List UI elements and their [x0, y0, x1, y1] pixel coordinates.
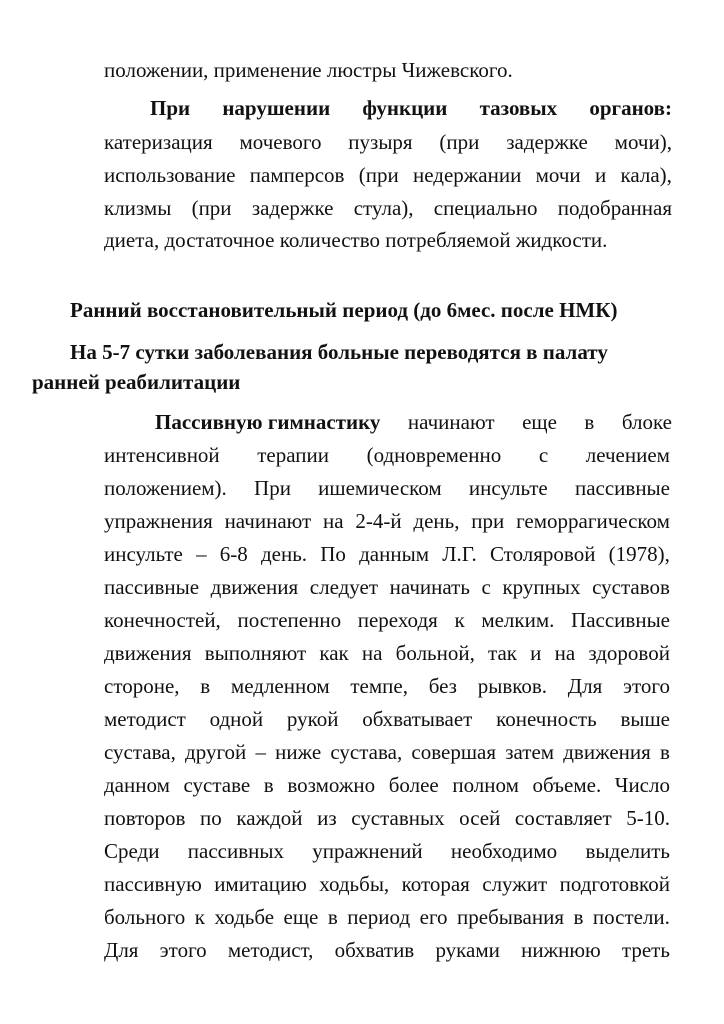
word: (при — [191, 196, 232, 220]
word: как — [319, 641, 349, 665]
word: ходьбы, — [319, 872, 390, 896]
word: его — [419, 905, 448, 929]
word: пассивных — [187, 839, 284, 863]
word: Л.Г. — [442, 542, 477, 566]
word: начинают — [407, 410, 495, 434]
word: конечностей, — [104, 608, 221, 632]
paragraph-line — [104, 478, 670, 499]
word: имитацию — [214, 872, 307, 896]
word: при — [471, 509, 505, 533]
word: объеме. — [532, 773, 602, 797]
word: методист — [104, 707, 186, 731]
word: так — [488, 641, 517, 665]
word: совершая — [411, 740, 496, 764]
subheading-line — [32, 372, 240, 393]
word: инсульте — [468, 476, 548, 500]
word: служит — [482, 872, 548, 896]
word: пузыря — [348, 130, 413, 154]
word: с — [538, 443, 549, 467]
word: треть — [621, 938, 670, 962]
word: нижнюю — [521, 938, 601, 962]
word: на — [361, 641, 383, 665]
paragraph-line — [104, 544, 670, 565]
word: одной — [209, 707, 264, 731]
word: (при — [439, 130, 480, 154]
subheading-line — [70, 342, 608, 363]
paragraph-line — [104, 676, 670, 697]
heading-text: Ранний восстановительный период (до 6мес. после НМК) — [70, 298, 618, 322]
word: больного — [104, 905, 186, 929]
word: движения — [210, 575, 299, 599]
word: ходьбе — [214, 905, 275, 929]
word: руками — [435, 938, 500, 962]
word: пассивные — [104, 575, 200, 599]
paragraph-line — [104, 165, 672, 186]
word: суставных — [351, 806, 445, 830]
word: обхватывает — [362, 707, 473, 731]
word: блоке — [621, 410, 672, 434]
word: рывков. — [477, 674, 548, 698]
word: которая — [401, 872, 470, 896]
paragraph-line — [104, 709, 670, 730]
word: клизмы — [104, 196, 172, 220]
word: повторов — [104, 806, 186, 830]
word: еще — [283, 905, 319, 929]
bold-term: Пассивную гимнастику — [155, 410, 381, 434]
word: еще — [522, 410, 557, 434]
word: на — [323, 509, 344, 533]
word: суставов — [592, 575, 670, 599]
paragraph-line — [104, 60, 513, 81]
word: начинать — [389, 575, 470, 599]
text: диета, достаточное количество потребляемой жидкости. — [104, 228, 608, 252]
word: ниже — [275, 740, 322, 764]
word: методист, — [227, 938, 314, 962]
paragraph-line — [104, 940, 670, 961]
paragraph-line — [104, 445, 670, 466]
word: мочевого — [239, 130, 322, 154]
word: к — [194, 905, 205, 929]
word: мелким. — [481, 608, 555, 632]
word: ишемическом — [318, 476, 442, 500]
word: упражнений — [312, 839, 423, 863]
word: более — [388, 773, 439, 797]
word: постели. — [592, 905, 670, 929]
word: сустава, — [330, 740, 403, 764]
word: выделить — [585, 839, 670, 863]
word: рукой — [286, 707, 339, 731]
paragraph-line — [155, 412, 672, 433]
word: без — [428, 674, 457, 698]
word: задержке — [506, 130, 588, 154]
word: постепенно — [237, 608, 342, 632]
word: стороне, — [104, 674, 180, 698]
word: движения — [104, 641, 192, 665]
paragraph-line — [104, 874, 670, 895]
word: стула), — [353, 196, 414, 220]
word: (одновременно — [366, 443, 502, 467]
paragraph-line — [104, 742, 670, 763]
word: мочи), — [614, 130, 672, 154]
word: – — [196, 542, 207, 566]
word: движения — [563, 740, 651, 764]
paragraph-line — [104, 230, 607, 251]
word: 2-4-й — [355, 509, 402, 533]
word: необходимо — [450, 839, 558, 863]
word: день. — [260, 542, 308, 566]
word: затем — [505, 740, 555, 764]
word: положением). — [104, 476, 227, 500]
word: данным — [359, 542, 430, 566]
word: медленном — [230, 674, 330, 698]
paragraph-line — [104, 132, 672, 153]
word: 5-10. — [626, 806, 670, 830]
word: в — [263, 773, 274, 797]
section-heading — [70, 300, 617, 321]
word: При — [254, 476, 291, 500]
word: Для — [104, 938, 139, 962]
word: сустава, — [104, 740, 176, 764]
word: следует — [309, 575, 379, 599]
word: конечность — [496, 707, 597, 731]
word: памперсов — [249, 163, 345, 187]
word: больной, — [395, 641, 475, 665]
paragraph-heading-line — [150, 98, 672, 119]
word: данном — [104, 773, 170, 797]
word: полном — [452, 773, 519, 797]
word: выполняют — [204, 641, 307, 665]
word: (1978), — [608, 542, 670, 566]
word: По — [320, 542, 346, 566]
word: суставе — [183, 773, 251, 797]
word: – — [255, 740, 266, 764]
word: Пассивные — [571, 608, 670, 632]
word: Среди — [104, 839, 160, 863]
word: этого — [159, 938, 207, 962]
word: интенсивной — [104, 443, 220, 467]
word: в — [659, 740, 670, 764]
word: тазовых — [479, 96, 558, 120]
word: пассивные — [574, 476, 670, 500]
paragraph-line — [104, 577, 670, 598]
word: начинают — [224, 509, 312, 533]
word: к — [454, 608, 465, 632]
word: (при — [358, 163, 399, 187]
paragraph-line — [104, 610, 670, 631]
heading-text: ранней реабилитации — [32, 370, 241, 394]
word: органов: — [589, 96, 672, 120]
word: переходя — [357, 608, 438, 632]
word: темпе, — [350, 674, 408, 698]
paragraph-line — [104, 907, 670, 928]
word: возможно — [287, 773, 376, 797]
word: Для — [567, 674, 603, 698]
word: катеризация — [104, 130, 213, 154]
word: составляет — [514, 806, 612, 830]
word: обхватив — [334, 938, 415, 962]
word: 6-8 — [219, 542, 248, 566]
word: Число — [614, 773, 670, 797]
word: в — [200, 674, 211, 698]
word: мочи — [535, 163, 581, 187]
word: другой — [185, 740, 247, 764]
word: выше — [620, 707, 670, 731]
word: осей — [459, 806, 501, 830]
paragraph-line — [104, 841, 670, 862]
word: терапии — [257, 443, 330, 467]
word: функции — [362, 96, 448, 120]
text: положении, применение люстры Чижевского. — [104, 58, 513, 82]
word: пребывания — [457, 905, 564, 929]
paragraph-line — [104, 198, 672, 219]
word: с — [481, 575, 491, 599]
word: использование — [104, 163, 236, 187]
word: лечением — [585, 443, 670, 467]
word: инсульте — [104, 542, 183, 566]
paragraph-line — [104, 808, 670, 829]
word: Столяровой — [489, 542, 596, 566]
word: этого — [622, 674, 670, 698]
word: недержании — [413, 163, 522, 187]
word: и — [594, 163, 607, 187]
word: кала), — [620, 163, 672, 187]
paragraph-line — [104, 643, 670, 664]
word: задержке — [251, 196, 334, 220]
paragraph-line — [104, 511, 670, 532]
word: пассивную — [104, 872, 202, 896]
word: в — [327, 905, 338, 929]
word: и — [530, 641, 542, 665]
word: При — [150, 96, 191, 120]
word: период — [347, 905, 411, 929]
word: упражнения — [104, 509, 213, 533]
word: день, — [413, 509, 460, 533]
word: здоровой — [588, 641, 670, 665]
word: каждой — [236, 806, 303, 830]
heading-text: На 5-7 сутки заболевания больные переводятся в палату — [70, 340, 608, 364]
word: нарушении — [222, 96, 331, 120]
word: специально — [433, 196, 538, 220]
word: подготовкой — [559, 872, 670, 896]
paragraph-line — [104, 775, 670, 796]
word: крупных — [502, 575, 581, 599]
word: по — [200, 806, 222, 830]
word: геморрагическом — [516, 509, 670, 533]
word: подобранная — [557, 196, 672, 220]
word: на — [554, 641, 576, 665]
word: в — [584, 410, 595, 434]
word: из — [317, 806, 337, 830]
word: в — [573, 905, 584, 929]
